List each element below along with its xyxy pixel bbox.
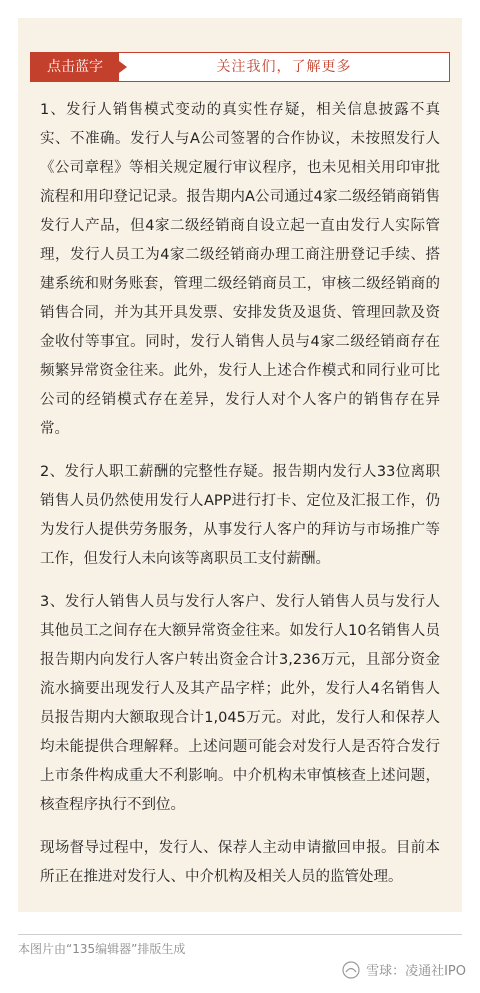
article-body [40, 96, 440, 906]
article-card [18, 18, 462, 912]
paragraph-4: 现场督导过程中，发行人、保荐人主动申请撤回申报。目前本所正在推进对发行人、中介机构及相关人员的监管处理。 [40, 840, 440, 885]
paragraph-1: 1、发行人销售模式变动的真实性存疑，相关信息披露不真实、不准确。发行人与A公司签署的合作协议，未按照发行人《公司章程》等相关规定履行审议程序，也未见相关用印审批流程和用印登记记录。报告期内A公司通过4家二级经销商销售发行人产品，但4家二级经销商自设立起一直由发行人实际管理，发行人员工为4家二级经销商办理工商注册登记手续、搭建系统和财务账套，管理二级经销商员工，审核二级经销商的销售合同，并为其开具发票、安排发货及退货、管理回款及资金收付等事宜。同时，发行人销售人员与4家二级经销商存在频繁异常资金往来。此外，发行人上述合作模式和同行业可比公司的经销模式存在差异，发行人对个人客户的销售存在异常。 [40, 102, 440, 437]
paragraph-3: 3、发行人销售人员与发行人客户、发行人销售人员与发行人其他员工之间存在大额异常资金往来。如发行人10名销售人员报告期内向发行人客户转出资金合计3,236万元，且部分资金流水摘要出现发行人及其产品字样；此外，发行人4名销售人员报告期内大额取现合计1,045万元。对此，发行人和保荐人均未能提供合理解释。上述问题可能会对发行人是否符合发行上市条件构成重大不利影响。中介机构未审慎核查上述问题，核查程序执行不到位。 [40, 594, 440, 813]
follow-banner-text: 关注我们，了解更多 [216, 59, 352, 75]
editor-credit: 本图片由“135编辑器”排版生成 [18, 942, 186, 956]
watermark-text: 雪球：凌通社IPO [366, 964, 466, 979]
follow-tab-label[interactable]: 点击蓝字 [31, 53, 119, 81]
xueqiu-watermark [342, 960, 466, 979]
paragraph-2: 2、发行人职工薪酬的完整性存疑。报告期内发行人33位离职销售人员仍然使用发行人APP进行打卡、定位及汇报工作，仍为发行人提供劳务服务，从事发行人客户的拜访与市场推广等工作，但发行人未向该等离职员工支付薪酬。 [40, 464, 440, 567]
footer-divider [18, 934, 462, 935]
follow-banner[interactable] [30, 52, 450, 82]
snowball-logo-icon [342, 961, 360, 979]
